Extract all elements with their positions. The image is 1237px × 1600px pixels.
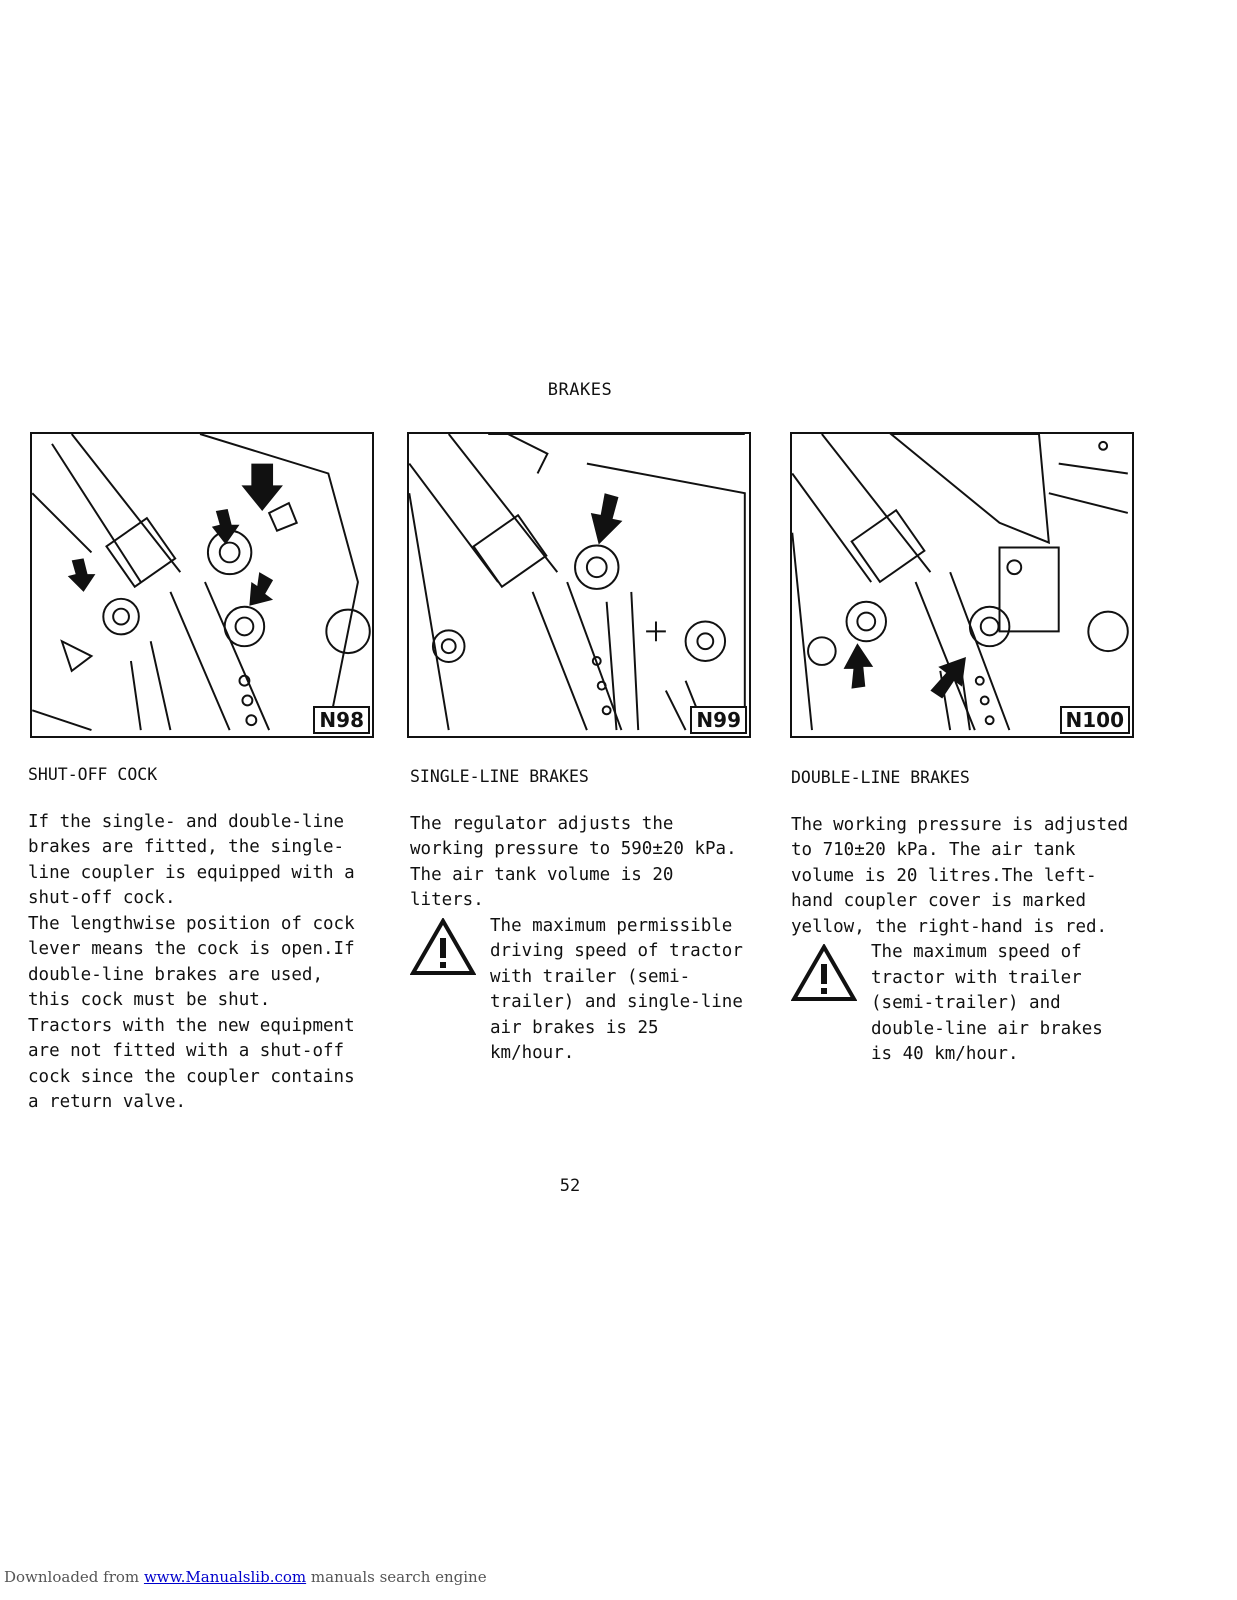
figure-label: N99 [690, 706, 747, 734]
section-double-line-brakes [791, 765, 1131, 1068]
footer-suffix: manuals search engine [310, 1568, 487, 1586]
section-single-line-brakes [410, 764, 750, 1067]
paragraph: The lengthwise position of cock lever means the cock is open.If double-line brakes are used, this cock must be shut. [28, 913, 355, 1010]
paragraph: The regulator adjusts the working pressure to 590±20 kPa. The air tank volume is 20 liters. [410, 813, 737, 910]
footer-prefix: Downloaded from [4, 1568, 140, 1586]
section-shut-off-cock [28, 762, 368, 1116]
warning-text: The maximum permissible driving speed of tractor with trailer (semi-trailer) and single-line air brakes is 25 km/hour. [490, 915, 743, 1063]
paragraph: Tractors with the new equipment are not fitted with a shut-off cock since the coupler contains a return valve. [28, 1015, 355, 1112]
figure-n99 [407, 432, 751, 738]
paragraph: If the single- and double-line brakes are fitted, the single-line coupler is equipped with a shut-off cock. [28, 811, 355, 908]
section-heading: SINGLE-LINE BRAKES [410, 767, 589, 786]
figure-label: N100 [1060, 706, 1131, 734]
manualslib-link[interactable]: www.Manualslib.com [143, 1568, 307, 1586]
illustration-shut-off-cock [32, 434, 372, 736]
figure-label: N98 [313, 706, 370, 734]
paragraph: The working pressure is adjusted to 710±20 kPa. The air tank volume is 20 litres.The left-hand coupler cover is marked yellow, the right-hand is red. [791, 814, 1129, 937]
page-number: 52 [559, 1176, 581, 1196]
warning-triangle-icon [410, 918, 476, 976]
warning-triangle-icon [791, 944, 857, 1002]
warning-note [791, 940, 1131, 1068]
warning-note [410, 914, 750, 1067]
illustration-double-line-brakes [792, 434, 1132, 736]
figure-n98 [30, 432, 374, 738]
warning-text: The maximum speed of tractor with trailer (semi-trailer) and double-line air brakes is 40 km/hour. [871, 942, 1103, 1064]
illustration-single-line-brakes [409, 434, 749, 736]
section-heading: SHUT-OFF COCK [28, 765, 158, 784]
page-title: BRAKES [547, 380, 613, 400]
figure-n100 [790, 432, 1134, 738]
section-heading: DOUBLE-LINE BRAKES [791, 768, 970, 787]
footer [4, 1568, 487, 1586]
